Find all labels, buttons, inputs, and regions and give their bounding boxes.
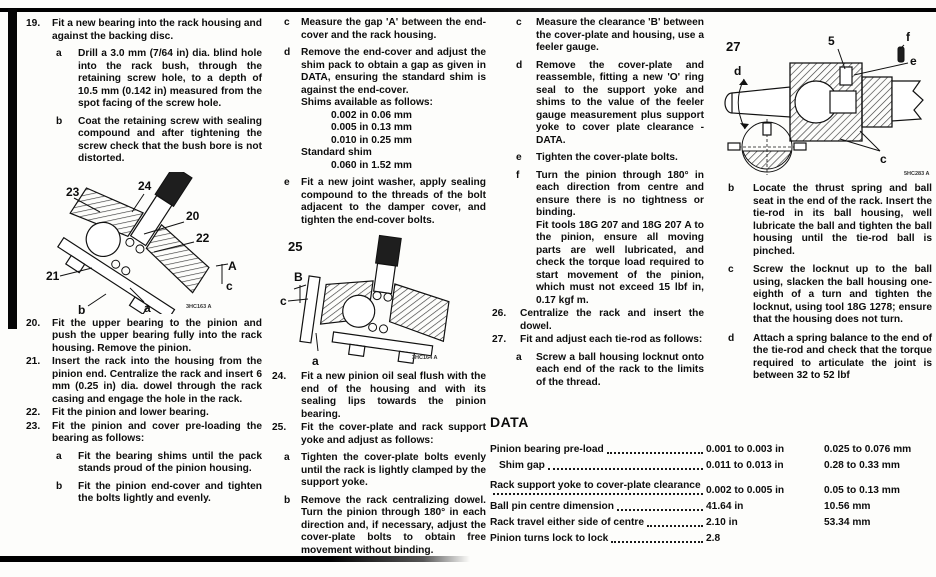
fig1-callout-b: b <box>78 302 86 314</box>
data-value-in: 0.002 to 0.005 in <box>706 485 785 496</box>
step-letter: a <box>56 48 62 59</box>
step-letter: a <box>284 452 290 463</box>
step-27 <box>492 334 704 347</box>
step-25b <box>284 495 486 558</box>
data-row <box>490 531 918 546</box>
step-letter: b <box>284 494 291 506</box>
step-d <box>728 333 932 383</box>
data-value-mm: 0.025 to 0.076 mm <box>824 444 912 455</box>
step-f-continued: Fit tools 18G 207 and 18G 207 A to the pinion, ensure all moving parts are well lubricated, and check the torque load required to start movement of the pinion, which must not exceed 15 lbf in, 0.17 kgf m. <box>536 219 704 306</box>
step-letter: c <box>728 264 734 275</box>
step-d <box>284 47 486 97</box>
data-value-mm: 0.28 to 0.33 mm <box>824 460 900 471</box>
fig3-caption: 5HC283 A <box>904 171 930 177</box>
data-label: Shim gap <box>499 460 545 471</box>
data-heading: DATA <box>490 414 529 430</box>
step-23 <box>26 421 262 446</box>
dot-leader <box>611 541 703 543</box>
step-23a <box>56 451 262 476</box>
step-e <box>284 177 486 227</box>
shim-size: 0.010 in 0.25 mm <box>331 134 412 146</box>
dot-leader <box>617 509 703 511</box>
data-label: Rack travel either side of centre <box>490 517 645 528</box>
fig3-number: 27 <box>726 39 741 54</box>
fig1-callout-20: 20 <box>186 208 200 223</box>
dot-leader <box>647 525 703 527</box>
tie-rod <box>732 87 790 117</box>
data-label: Pinion turns lock to lock <box>490 533 609 544</box>
dot-leader <box>548 468 703 470</box>
fig1-callout-A: A <box>228 258 237 273</box>
step-text: Drill a 3.0 mm (7/64 in) dia. blind hole into the rack bush, through the retaining screw hole, to a depth of 10.5 mm (0.142 in) measured from the spot facing of the screw hole. <box>78 48 262 109</box>
step-text: Remove the end-cover and adjust the shim pack to obtain a gap as given in DATA, ensuring the standard shim is against the end-cover. <box>301 47 486 96</box>
step-25a <box>284 452 486 490</box>
step-letter: b <box>56 115 63 127</box>
data-row <box>490 515 918 530</box>
step-e <box>516 152 704 165</box>
step-letter: b <box>728 183 735 194</box>
standard-shim-size: 0.060 in 1.52 mm <box>331 159 412 171</box>
dot-leader <box>607 452 703 454</box>
rack-end <box>892 81 923 121</box>
step-letter: a <box>56 450 62 462</box>
step-text: Tighten the cover-plate bolts evenly until the rack is lightly clamped by the support yoke. <box>301 452 486 488</box>
step-27a <box>516 352 704 390</box>
column-1 <box>26 17 262 506</box>
data-label: Ball pin centre dimension <box>490 501 614 512</box>
top-rule <box>0 8 936 12</box>
step-24 <box>272 371 486 421</box>
column-4 <box>712 17 932 383</box>
fig1-callout-c: c <box>226 278 233 293</box>
step-text: Fit a new joint washer, apply sealing compound to the threads of the bolt adjacent to the damper cover, and tighten the end-cover bolts. <box>301 177 486 226</box>
step-f <box>516 170 704 220</box>
step-letter: d <box>284 47 291 58</box>
step-number: 25. <box>272 422 287 433</box>
step-c <box>728 264 932 327</box>
step-25 <box>272 422 486 447</box>
step-number: 24. <box>272 371 287 382</box>
step-letter: c <box>284 17 290 28</box>
step-text: Attach a spring balance to the end of the tie-rod and check that the torque required to articulate the joint is between 32 to 52 lbf <box>753 332 932 381</box>
step-c <box>284 17 486 42</box>
step-20 <box>26 318 262 356</box>
fig1-callout-a: a <box>144 300 151 314</box>
data-value-in: 0.001 to 0.003 in <box>706 444 785 455</box>
fig2-callout-B: B <box>294 270 303 284</box>
figure-pinion-housing <box>26 172 262 314</box>
figure-tie-rod-joint-svg <box>712 19 932 177</box>
step-21 <box>26 356 262 406</box>
step-text: Remove the rack centralizing dowel. Turn the pinion through 180° in each direction and, if necessary, adjust the cover-plate bolts to obtain free movement without binding. <box>301 494 486 556</box>
step-number: 21. <box>26 356 41 367</box>
step-letter: a <box>516 351 522 363</box>
step-letter: b <box>56 480 63 492</box>
step-text: Locate the thrust spring and ball seat in the end of the rack. Insert the tie-rod in its ball housing, well lubricate the ball and tighten the ball housing until the tie-rod ball is pinched. <box>753 183 932 257</box>
step-text: Fit the pinion and lower bearing. <box>52 407 209 418</box>
data-value-mm: 10.56 mm <box>824 501 871 512</box>
step-text: Screw a ball housing locknut onto each end of the rack to the limits of the thread. <box>536 351 704 388</box>
step-number: 22. <box>26 407 41 418</box>
step-letter: e <box>284 177 290 188</box>
step-text: Measure the gap 'A' between the end-cover and the rack housing. <box>301 17 486 41</box>
data-label: Rack support yoke to cover-plate clearance <box>490 480 701 491</box>
step-b <box>728 183 932 258</box>
step-number: 20. <box>26 317 41 329</box>
step-number: 27. <box>492 334 507 345</box>
step-letter: e <box>516 152 522 163</box>
step-19a <box>56 48 262 111</box>
step-d <box>516 60 704 148</box>
data-value-in: 2.10 in <box>706 517 738 528</box>
data-value-mm: 0.05 to 0.13 mm <box>824 485 900 496</box>
fig3-callout-d: d <box>734 64 742 78</box>
step-19 <box>26 18 262 43</box>
threaded-shaft <box>376 235 402 266</box>
step-letter: d <box>728 332 735 344</box>
fig3-callout-f: f <box>906 30 910 44</box>
step-text: Fit and adjust each tie-rod as follows: <box>520 334 703 345</box>
data-row <box>490 478 918 498</box>
step-c <box>516 17 704 55</box>
step-22 <box>26 407 262 420</box>
shims-heading: Shims available as follows: <box>301 97 433 108</box>
figure-tie-rod-joint <box>712 19 932 177</box>
step-number: 23. <box>26 420 41 432</box>
step-letter: f <box>516 169 520 181</box>
fig3-callout-e: e <box>910 54 917 68</box>
housing-right <box>388 284 450 341</box>
data-row <box>490 499 918 514</box>
step-text: Turn the pinion through 180° in each direction from centre and ensure there is no tightness or binding. <box>536 169 704 218</box>
shim-size: 0.002 in 0.06 mm <box>331 109 412 121</box>
fig1-callout-23: 23 <box>66 184 80 199</box>
step-number: 19. <box>26 18 41 29</box>
pin <box>898 47 904 62</box>
step-text: Insert the rack into the housing from the pinion end. Centralize the rack and insert 6 mm (0.25 in) dia. dowel through the rack casing and engage the hole in the rack. <box>52 356 262 405</box>
step-text: Fit the pinion end-cover and tighten the bolts lightly and evenly. <box>78 480 262 504</box>
fig2-caption: 3HC164 A <box>412 355 438 361</box>
fig2-callout-a: a <box>312 354 319 367</box>
figure-pinion-housing-svg <box>26 172 252 314</box>
step-text: Fit the pinion and cover pre-loading the bearing as follows: <box>52 420 262 444</box>
data-section <box>490 414 918 547</box>
step-letter: d <box>516 59 523 71</box>
step-26 <box>492 308 704 333</box>
data-value-in: 2.8 <box>706 533 721 544</box>
step-letter: c <box>516 17 522 28</box>
locknut <box>840 67 852 85</box>
data-label: Pinion bearing pre-load <box>490 444 604 455</box>
column-3 <box>492 17 704 389</box>
fig1-callout-22: 22 <box>196 230 210 245</box>
step-text: Coat the retaining screw with sealing compound and after tightening the screw check that the bush bore is not distorted. <box>78 115 262 164</box>
standard-shim-heading: Standard shim <box>301 147 372 158</box>
step-text: Centralize the rack and insert the dowel. <box>520 308 704 332</box>
step-text: Tighten the cover-plate bolts. <box>536 152 678 163</box>
left-edge-bar <box>8 9 17 329</box>
step-text: Fit a new pinion oil seal flush with the end of the housing and with its sealing lips towards the pinion bearing. <box>301 371 486 420</box>
step-text: Fit the upper bearing to the pinion and push the upper bearing fully into the rack housing. Remove the pinion. <box>52 317 262 354</box>
fig3-callout-5: 5 <box>828 34 835 48</box>
figure-cover-plate-svg <box>272 233 472 367</box>
dot-leader <box>493 493 703 495</box>
fig1-caption: 3HC163 A <box>186 303 212 310</box>
shim-size: 0.005 in 0.13 mm <box>331 122 412 133</box>
data-value-mm: 53.34 mm <box>824 517 871 528</box>
data-value-mm <box>824 531 918 546</box>
data-value-in: 41.64 in <box>706 501 744 512</box>
step-23b <box>56 481 262 506</box>
fig3-callout-c: c <box>880 152 887 166</box>
fig1-callout-24: 24 <box>138 178 152 193</box>
step-text: Fit the bearing shims until the pack stands proud of the pinion housing. <box>78 450 262 474</box>
column-2 <box>272 17 486 557</box>
data-value-in: 0.011 to 0.013 in <box>706 460 784 471</box>
step-number: 26. <box>492 308 507 319</box>
step-text: Fit a new bearing into the rack housing and against the backing disc. <box>52 18 262 42</box>
data-row <box>490 458 918 473</box>
fig2-number: 25 <box>288 239 303 254</box>
step-text: Fit the cover-plate and rack support yoke and adjust as follows: <box>301 422 486 446</box>
step-19b <box>56 116 262 166</box>
step-text: Measure the clearance 'B' between the cover-plate and housing, use a feeler gauge. <box>536 17 704 53</box>
data-row <box>490 442 918 457</box>
step-text: Screw the locknut up to the ball using, slacken the ball housing one-eighth of a turn and tighten the locknut, using tool 18G 1278; ensure that the housing does not turn. <box>753 264 932 325</box>
step-text: Remove the cover-plate and reassemble, fitting a new 'O' ring seal to the support yoke and shims to the value of the feeler gauge measurement plus support yoke to cover plate clearance - DATA. <box>536 59 704 146</box>
fig1-callout-21: 21 <box>46 268 60 283</box>
figure-cover-plate <box>272 233 486 367</box>
fig2-callout-c: c <box>280 294 287 308</box>
